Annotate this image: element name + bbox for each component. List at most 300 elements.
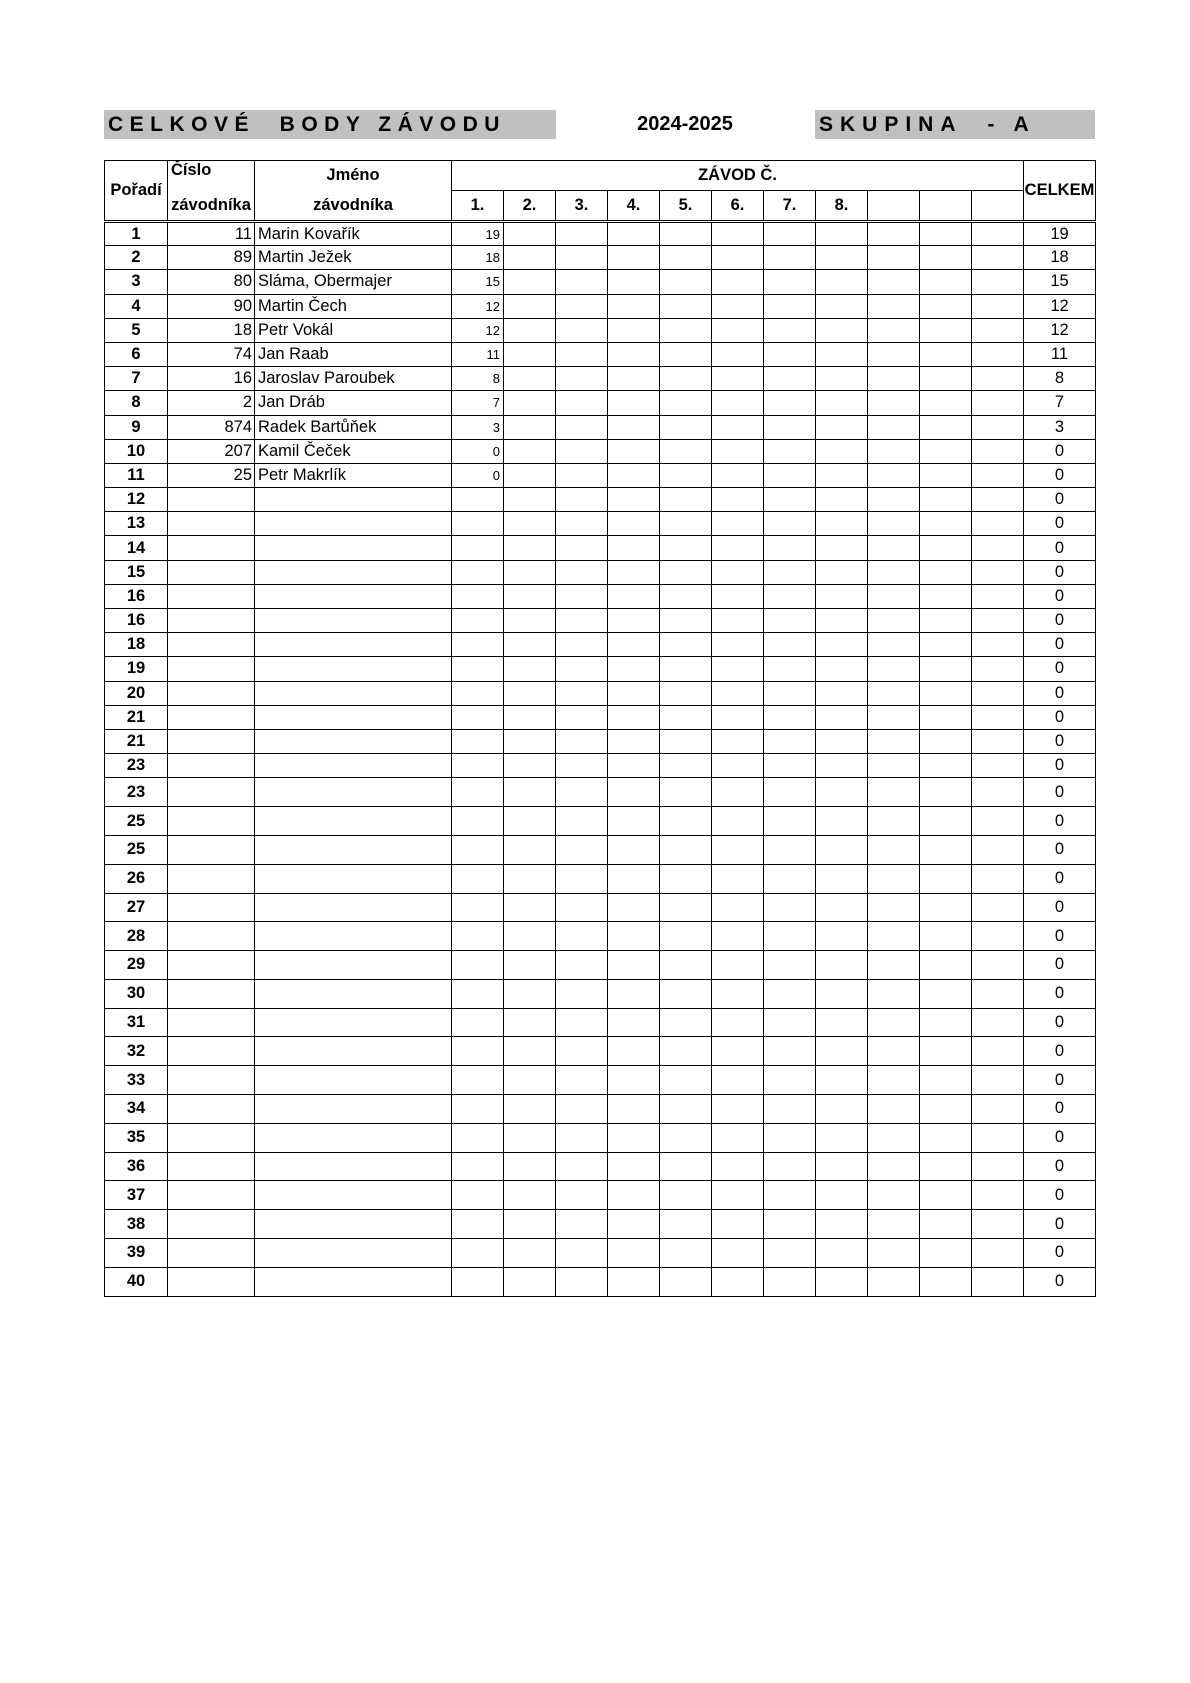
race-points-cell — [504, 729, 556, 753]
race-points-cell — [868, 463, 920, 487]
race-points-cell — [764, 1123, 816, 1152]
rank-cell: 15 — [105, 560, 168, 584]
race-points-cell — [452, 729, 504, 753]
race-points-cell — [972, 754, 1024, 778]
race-points-cell — [660, 729, 712, 753]
race-points-cell — [504, 1008, 556, 1037]
race-points-cell — [712, 1123, 764, 1152]
competitor-number-cell — [168, 729, 255, 753]
race-points-cell — [868, 584, 920, 608]
race-number-header: 5. — [660, 191, 712, 222]
race-points-cell — [608, 415, 660, 439]
race-points-cell: 12 — [452, 294, 504, 318]
race-points-cell — [816, 1095, 868, 1124]
competitor-name-cell: Sláma, Obermajer — [255, 270, 452, 294]
race-points-cell — [868, 246, 920, 270]
table-row — [105, 1239, 1096, 1268]
race-points-cell — [920, 560, 972, 584]
race-points-cell — [972, 367, 1024, 391]
race-points-cell — [972, 835, 1024, 864]
race-points-cell — [816, 979, 868, 1008]
competitor-number-cell — [168, 922, 255, 951]
results-table — [104, 160, 1096, 1297]
race-points-cell — [504, 1037, 556, 1066]
race-points-cell — [816, 893, 868, 922]
race-points-cell — [972, 1181, 1024, 1210]
total-cell: 12 — [1024, 294, 1096, 318]
race-points-cell — [816, 318, 868, 342]
race-points-cell — [764, 318, 816, 342]
total-cell: 0 — [1024, 1123, 1096, 1152]
competitor-name-cell — [255, 633, 452, 657]
total-cell: 3 — [1024, 415, 1096, 439]
race-points-cell — [660, 415, 712, 439]
race-number-header: 3. — [556, 191, 608, 222]
race-points-cell — [556, 807, 608, 836]
race-points-cell — [816, 463, 868, 487]
competitor-number-cell — [168, 633, 255, 657]
race-points-cell — [452, 922, 504, 951]
race-points-cell — [868, 893, 920, 922]
race-points-cell — [452, 1239, 504, 1268]
race-points-cell — [608, 807, 660, 836]
race-points-cell — [764, 979, 816, 1008]
race-points-cell — [972, 1008, 1024, 1037]
race-points-cell — [764, 1239, 816, 1268]
race-points-cell — [452, 584, 504, 608]
race-points-cell — [816, 367, 868, 391]
race-points-cell — [920, 681, 972, 705]
race-points-cell — [556, 1210, 608, 1239]
race-points-cell — [816, 391, 868, 415]
race-points-cell — [920, 657, 972, 681]
competitor-number-cell: 2 — [168, 391, 255, 415]
race-points-cell — [920, 318, 972, 342]
race-points-cell — [920, 584, 972, 608]
rank-cell: 18 — [105, 633, 168, 657]
race-points-cell — [660, 657, 712, 681]
race-points-cell — [660, 488, 712, 512]
race-points-cell — [712, 864, 764, 893]
race-points-cell — [868, 488, 920, 512]
table-row — [105, 391, 1096, 415]
race-points-cell — [972, 729, 1024, 753]
race-points-cell — [712, 1066, 764, 1095]
race-points-cell — [660, 1066, 712, 1095]
race-points-cell — [868, 1181, 920, 1210]
race-points-cell — [972, 1037, 1024, 1066]
race-points-cell — [712, 835, 764, 864]
race-points-cell — [712, 633, 764, 657]
race-points-cell — [452, 1267, 504, 1296]
race-points-cell — [608, 1152, 660, 1181]
race-points-cell — [452, 705, 504, 729]
competitor-number-cell — [168, 1037, 255, 1066]
race-points-cell — [868, 1267, 920, 1296]
rank-cell: 19 — [105, 657, 168, 681]
race-points-cell — [556, 1181, 608, 1210]
race-points-cell — [868, 367, 920, 391]
race-points-cell — [920, 979, 972, 1008]
competitor-name-cell — [255, 1267, 452, 1296]
race-points-cell — [972, 1066, 1024, 1095]
race-points-cell — [452, 778, 504, 807]
race-points-cell — [816, 1066, 868, 1095]
race-points-cell — [816, 807, 868, 836]
race-points-cell — [556, 222, 608, 246]
race-points-cell — [608, 1210, 660, 1239]
race-points-cell — [608, 835, 660, 864]
header-name-bottom: závodníka — [255, 191, 452, 222]
race-points-cell — [920, 1066, 972, 1095]
competitor-number-cell: 90 — [168, 294, 255, 318]
race-points-cell — [868, 922, 920, 951]
race-points-cell — [660, 512, 712, 536]
total-cell: 0 — [1024, 705, 1096, 729]
race-points-cell — [660, 979, 712, 1008]
race-points-cell — [972, 512, 1024, 536]
total-cell: 0 — [1024, 922, 1096, 951]
table-row — [105, 1181, 1096, 1210]
race-points-cell — [920, 729, 972, 753]
race-points-cell — [816, 294, 868, 318]
race-points-cell — [764, 512, 816, 536]
race-points-cell — [608, 222, 660, 246]
race-points-cell — [816, 560, 868, 584]
table-row — [105, 1037, 1096, 1066]
race-points-cell — [660, 584, 712, 608]
race-points-cell — [556, 367, 608, 391]
total-cell: 0 — [1024, 1066, 1096, 1095]
competitor-name-cell — [255, 922, 452, 951]
competitor-number-cell — [168, 1152, 255, 1181]
race-points-cell — [608, 1123, 660, 1152]
race-points-cell — [504, 922, 556, 951]
race-points-cell — [972, 222, 1024, 246]
race-points-cell — [556, 560, 608, 584]
race-points-cell — [868, 222, 920, 246]
race-points-cell — [816, 754, 868, 778]
race-points-cell — [660, 270, 712, 294]
race-points-cell — [556, 864, 608, 893]
competitor-number-cell — [168, 1095, 255, 1124]
race-points-cell — [660, 681, 712, 705]
race-points-cell — [764, 893, 816, 922]
race-points-cell — [920, 270, 972, 294]
rank-cell: 34 — [105, 1095, 168, 1124]
total-cell: 0 — [1024, 488, 1096, 512]
race-points-cell — [712, 536, 764, 560]
table-row — [105, 893, 1096, 922]
race-points-cell — [972, 342, 1024, 366]
race-points-cell — [712, 367, 764, 391]
race-points-cell — [972, 1210, 1024, 1239]
race-points-cell — [608, 979, 660, 1008]
race-points-cell — [504, 657, 556, 681]
rank-cell: 3 — [105, 270, 168, 294]
race-points-cell — [712, 754, 764, 778]
competitor-name-cell — [255, 488, 452, 512]
race-points-cell — [868, 729, 920, 753]
table-body — [105, 222, 1096, 1297]
race-points-cell — [452, 512, 504, 536]
race-points-cell — [452, 560, 504, 584]
race-points-cell — [504, 1123, 556, 1152]
race-points-cell — [868, 864, 920, 893]
race-points-cell — [452, 609, 504, 633]
race-points-cell — [764, 1095, 816, 1124]
race-points-cell — [816, 536, 868, 560]
race-points-cell — [504, 560, 556, 584]
competitor-name-cell: Jan Raab — [255, 342, 452, 366]
race-points-cell — [452, 864, 504, 893]
rank-cell: 32 — [105, 1037, 168, 1066]
race-points-cell — [556, 778, 608, 807]
race-points-cell — [660, 1095, 712, 1124]
race-points-cell — [660, 1123, 712, 1152]
race-points-cell — [712, 1037, 764, 1066]
race-points-cell — [764, 681, 816, 705]
table-row — [105, 1008, 1096, 1037]
race-points-cell — [660, 1210, 712, 1239]
race-points-cell — [504, 342, 556, 366]
table-row — [105, 1095, 1096, 1124]
header-rank: Pořadí — [105, 161, 168, 222]
rank-cell: 2 — [105, 246, 168, 270]
race-points-cell — [452, 488, 504, 512]
race-points-cell — [608, 560, 660, 584]
group-label: SKUPINA - A — [815, 110, 1095, 139]
table-row — [105, 729, 1096, 753]
competitor-number-cell: 25 — [168, 463, 255, 487]
race-points-cell — [764, 367, 816, 391]
race-points-cell: 3 — [452, 415, 504, 439]
race-points-cell — [452, 1037, 504, 1066]
rank-cell: 8 — [105, 391, 168, 415]
competitor-name-cell — [255, 835, 452, 864]
race-points-cell — [660, 922, 712, 951]
total-cell: 0 — [1024, 609, 1096, 633]
race-points-cell — [660, 609, 712, 633]
race-points-cell — [920, 1210, 972, 1239]
rank-cell: 21 — [105, 705, 168, 729]
rank-cell: 5 — [105, 318, 168, 342]
competitor-number-cell — [168, 488, 255, 512]
total-cell: 0 — [1024, 681, 1096, 705]
race-points-cell — [556, 536, 608, 560]
competitor-number-cell — [168, 1267, 255, 1296]
rank-cell: 38 — [105, 1210, 168, 1239]
race-points-cell — [712, 560, 764, 584]
race-points-cell — [972, 391, 1024, 415]
race-number-header: 7. — [764, 191, 816, 222]
competitor-number-cell — [168, 754, 255, 778]
total-cell: 0 — [1024, 584, 1096, 608]
race-points-cell — [452, 807, 504, 836]
competitor-name-cell — [255, 893, 452, 922]
table-row — [105, 979, 1096, 1008]
race-points-cell — [608, 367, 660, 391]
race-points-cell: 18 — [452, 246, 504, 270]
race-points-cell: 15 — [452, 270, 504, 294]
race-points-cell: 7 — [452, 391, 504, 415]
competitor-name-cell — [255, 705, 452, 729]
total-cell: 12 — [1024, 318, 1096, 342]
race-points-cell — [556, 584, 608, 608]
race-points-cell — [452, 1095, 504, 1124]
competitor-number-cell: 11 — [168, 222, 255, 246]
competitor-number-cell — [168, 1123, 255, 1152]
race-points-cell — [764, 807, 816, 836]
race-points-cell — [868, 657, 920, 681]
rank-cell: 39 — [105, 1239, 168, 1268]
competitor-number-cell — [168, 1239, 255, 1268]
competitor-number-cell — [168, 1066, 255, 1095]
race-points-cell — [920, 439, 972, 463]
race-points-cell — [608, 294, 660, 318]
race-points-cell — [712, 705, 764, 729]
race-points-cell — [816, 342, 868, 366]
race-points-cell — [660, 391, 712, 415]
race-points-cell — [868, 681, 920, 705]
total-cell: 0 — [1024, 951, 1096, 980]
competitor-name-cell — [255, 681, 452, 705]
total-cell: 0 — [1024, 1181, 1096, 1210]
race-points-cell — [452, 754, 504, 778]
competitor-name-cell: Martin Ježek — [255, 246, 452, 270]
competitor-number-cell — [168, 512, 255, 536]
race-points-cell — [608, 778, 660, 807]
race-points-cell — [556, 1152, 608, 1181]
total-cell: 0 — [1024, 439, 1096, 463]
race-points-cell — [452, 633, 504, 657]
total-cell: 0 — [1024, 1210, 1096, 1239]
race-points-cell — [556, 439, 608, 463]
race-points-cell — [504, 318, 556, 342]
race-points-cell — [816, 1210, 868, 1239]
race-points-cell — [556, 488, 608, 512]
race-points-cell — [816, 1239, 868, 1268]
table-header — [105, 161, 1096, 222]
competitor-name-cell — [255, 657, 452, 681]
race-points-cell — [920, 1152, 972, 1181]
race-number-header: 6. — [712, 191, 764, 222]
header-race: ZÁVOD Č. — [452, 161, 1024, 191]
race-points-cell — [712, 1152, 764, 1181]
race-points-cell — [452, 951, 504, 980]
race-points-cell — [504, 864, 556, 893]
table-row — [105, 922, 1096, 951]
race-number-header: 2. — [504, 191, 556, 222]
race-points-cell — [920, 367, 972, 391]
race-points-cell — [556, 1239, 608, 1268]
total-cell: 0 — [1024, 512, 1096, 536]
race-points-cell — [504, 536, 556, 560]
race-points-cell — [660, 367, 712, 391]
race-points-cell — [712, 512, 764, 536]
competitor-number-cell — [168, 1210, 255, 1239]
race-points-cell — [660, 294, 712, 318]
race-points-cell — [868, 705, 920, 729]
race-points-cell — [712, 270, 764, 294]
race-points-cell — [608, 318, 660, 342]
race-points-cell — [972, 536, 1024, 560]
race-points-cell — [868, 1152, 920, 1181]
race-points-cell — [972, 633, 1024, 657]
race-points-cell — [920, 1037, 972, 1066]
race-points-cell — [556, 391, 608, 415]
table-row — [105, 1210, 1096, 1239]
rank-cell: 20 — [105, 681, 168, 705]
race-points-cell — [972, 318, 1024, 342]
race-points-cell — [816, 835, 868, 864]
total-cell: 11 — [1024, 342, 1096, 366]
race-points-cell — [816, 609, 868, 633]
race-points-cell — [660, 463, 712, 487]
race-points-cell — [504, 391, 556, 415]
competitor-name-cell — [255, 1037, 452, 1066]
race-points-cell — [972, 294, 1024, 318]
total-cell: 0 — [1024, 560, 1096, 584]
race-points-cell — [504, 1152, 556, 1181]
race-points-cell — [764, 488, 816, 512]
race-points-cell — [608, 463, 660, 487]
race-points-cell — [972, 270, 1024, 294]
race-points-cell — [608, 439, 660, 463]
race-points-cell — [556, 922, 608, 951]
race-points-cell — [868, 318, 920, 342]
competitor-number-cell — [168, 609, 255, 633]
competitor-number-cell — [168, 864, 255, 893]
race-points-cell — [764, 536, 816, 560]
race-points-cell — [660, 1267, 712, 1296]
race-points-cell — [556, 463, 608, 487]
rank-cell: 4 — [105, 294, 168, 318]
race-points-cell — [868, 1008, 920, 1037]
race-points-cell — [556, 294, 608, 318]
race-points-cell — [972, 439, 1024, 463]
race-number-header — [868, 191, 920, 222]
race-points-cell — [504, 778, 556, 807]
race-points-cell — [504, 681, 556, 705]
race-points-cell: 11 — [452, 342, 504, 366]
total-cell: 8 — [1024, 367, 1096, 391]
rank-cell: 28 — [105, 922, 168, 951]
race-points-cell — [868, 1123, 920, 1152]
competitor-number-cell — [168, 893, 255, 922]
race-points-cell — [816, 729, 868, 753]
race-points-cell — [972, 463, 1024, 487]
race-points-cell — [868, 778, 920, 807]
race-points-cell — [764, 1181, 816, 1210]
race-points-cell — [504, 270, 556, 294]
race-points-cell — [764, 778, 816, 807]
competitor-number-cell — [168, 778, 255, 807]
race-points-cell — [608, 705, 660, 729]
race-points-cell — [868, 951, 920, 980]
race-points-cell — [920, 864, 972, 893]
race-points-cell — [920, 1095, 972, 1124]
competitor-name-cell — [255, 864, 452, 893]
race-points-cell — [764, 584, 816, 608]
race-points-cell: 8 — [452, 367, 504, 391]
race-points-cell — [816, 1181, 868, 1210]
rank-cell: 30 — [105, 979, 168, 1008]
race-points-cell — [504, 222, 556, 246]
race-points-cell — [504, 1210, 556, 1239]
race-number-header — [972, 191, 1024, 222]
race-points-cell — [764, 1210, 816, 1239]
